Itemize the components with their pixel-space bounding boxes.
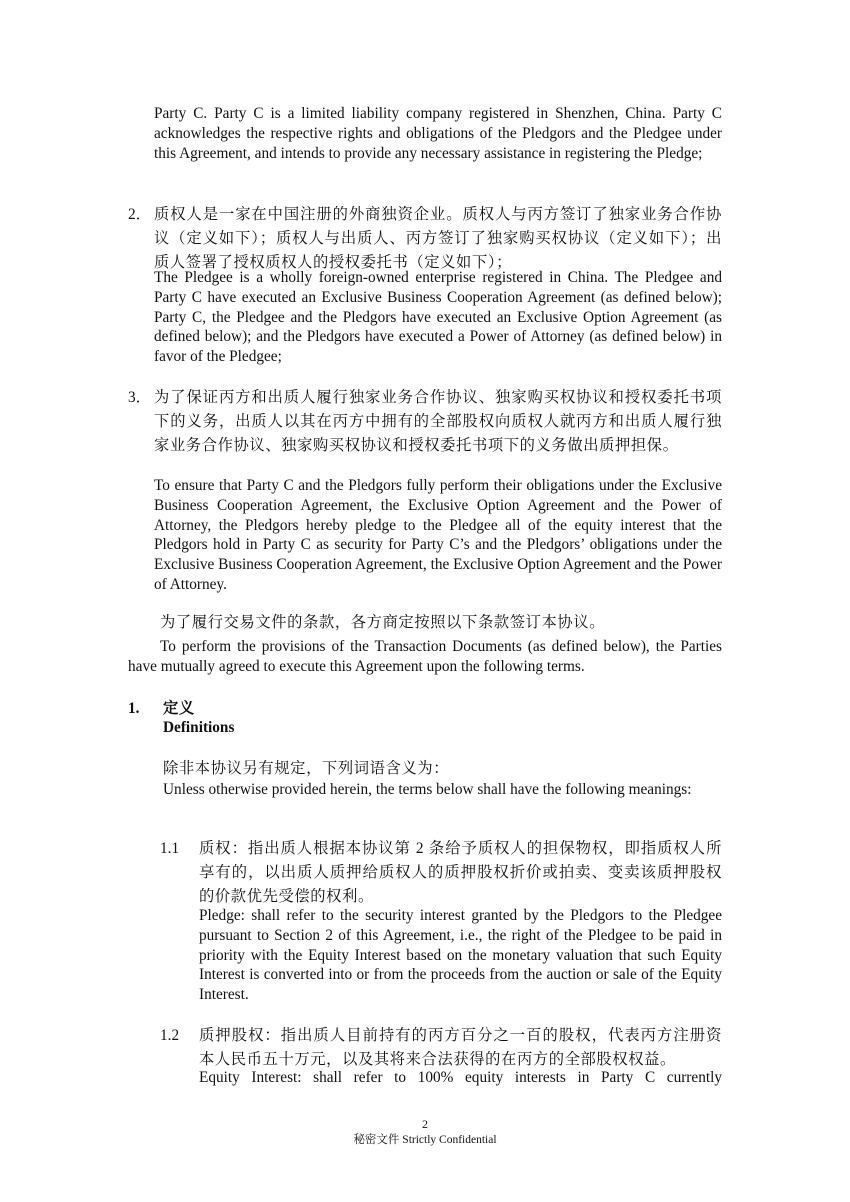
recital-zh-paragraph: 为了保证丙方和出质人履行独家业务合作协议、独家购买权协议和授权委托书项下的义务，出质人以其在丙方中拥有的全部股权向质权人就丙方和出质人履行独家业务合作协议、独家购买权协议和授权委托书项下的义务做出质押担保。 bbox=[154, 389, 722, 455]
recital-number: 3． bbox=[128, 389, 151, 406]
recital-zh-paragraph: 质权人是一家在中国注册的外商独资企业。质权人与丙方签订了独家业务合作协议（定义如下）；质权人与出质人、丙方签订了独家购买权协议（定义如下）；出质人签署了授权质权人的授权委托书（定义如下）； bbox=[154, 206, 722, 272]
clause-en-paragraph: Equity Interest: shall refer to 100% equity interests in Party C currently bbox=[199, 1069, 722, 1086]
clause-number: 1.2 bbox=[160, 1027, 180, 1044]
section-title-en: Definitions bbox=[163, 719, 235, 736]
section-number: 1. bbox=[128, 700, 140, 717]
intro-continuation-paragraph: Party C. Party C is a limited liability company registered in Shenzhen, China. Party C acknowledges the respective rights and obligations of the Pledgors and the Pledgee under this Agreement, and intends to provide any necessary assistance in registering the Pledge; bbox=[154, 105, 722, 162]
section-intro-en: Unless otherwise provided herein, the terms below shall have the following meanings: bbox=[163, 781, 692, 798]
recital-number: 2． bbox=[128, 206, 151, 223]
confidential-footer: 秘密文件 Strictly Confidential bbox=[353, 1134, 497, 1146]
page-number: 2 bbox=[422, 1117, 428, 1131]
clause-number: 1.1 bbox=[160, 840, 180, 857]
section-title-zh: 定义 bbox=[163, 700, 195, 717]
clause-en-paragraph: Pledge: shall refer to the security interest granted by the Pledgors to the Pledgee pursuant to Section 2 of this Agreement, i.e., the right of the Pledgee to be paid in priority with the Equity Interest based on the monetary valuation that such Equity Interest is converted into or from the proceeds from the auction or sale of the Equity Interest. bbox=[199, 907, 722, 1004]
recital-en-paragraph: The Pledgee is a wholly foreign-owned enterprise registered in China. The Pledgee and Party C have executed an Exclusive Business Cooperation Agreement (as defined below); Party C, the Pledgee and the Pledgors have executed an Exclusive Option Agreement (as defined below); and the Pledgors have executed a Power of Attorney (as defined below) in favor of the Pledgee; bbox=[154, 269, 722, 366]
section-intro-zh: 除非本协议另有规定，下列词语含义为： bbox=[163, 760, 450, 777]
recital-en-paragraph: To ensure that Party C and the Pledgors fully perform their obligations under the Exclusive Business Cooperation Agreement, the Exclusive Option Agreement and the Power of Attorney, the Pledgors hereby pledge to the Pledgee all of the equity interest that the Pledgors hold in Party C as security for Party C’s and the Pledgors’ obligations under the Exclusive Business Cooperation Agreement, the Exclusive Option Agreement and the Power of Attorney. bbox=[154, 477, 722, 593]
clause-zh-paragraph: 质权：指出质人根据本协议第 2 条给予质权人的担保物权，即指质权人所享有的，以出质人质押给质权人的质押股权折价或拍卖、变卖该质押股权的价款优先受偿的权利。 bbox=[199, 840, 722, 906]
preamble-en: To perform the provisions of the Transaction Documents (as defined below), the Parties have mutually agreed to execute this Agreement upon the following terms. bbox=[128, 638, 722, 675]
clause-zh-paragraph: 质押股权：指出质人目前持有的丙方百分之一百的股权，代表丙方注册资本人民币五十万元，以及其将来合法获得的在丙方的全部股权权益。 bbox=[199, 1027, 722, 1069]
preamble-zh: 为了履行交易文件的条款，各方商定按照以下条款签订本协议。 bbox=[160, 614, 606, 631]
